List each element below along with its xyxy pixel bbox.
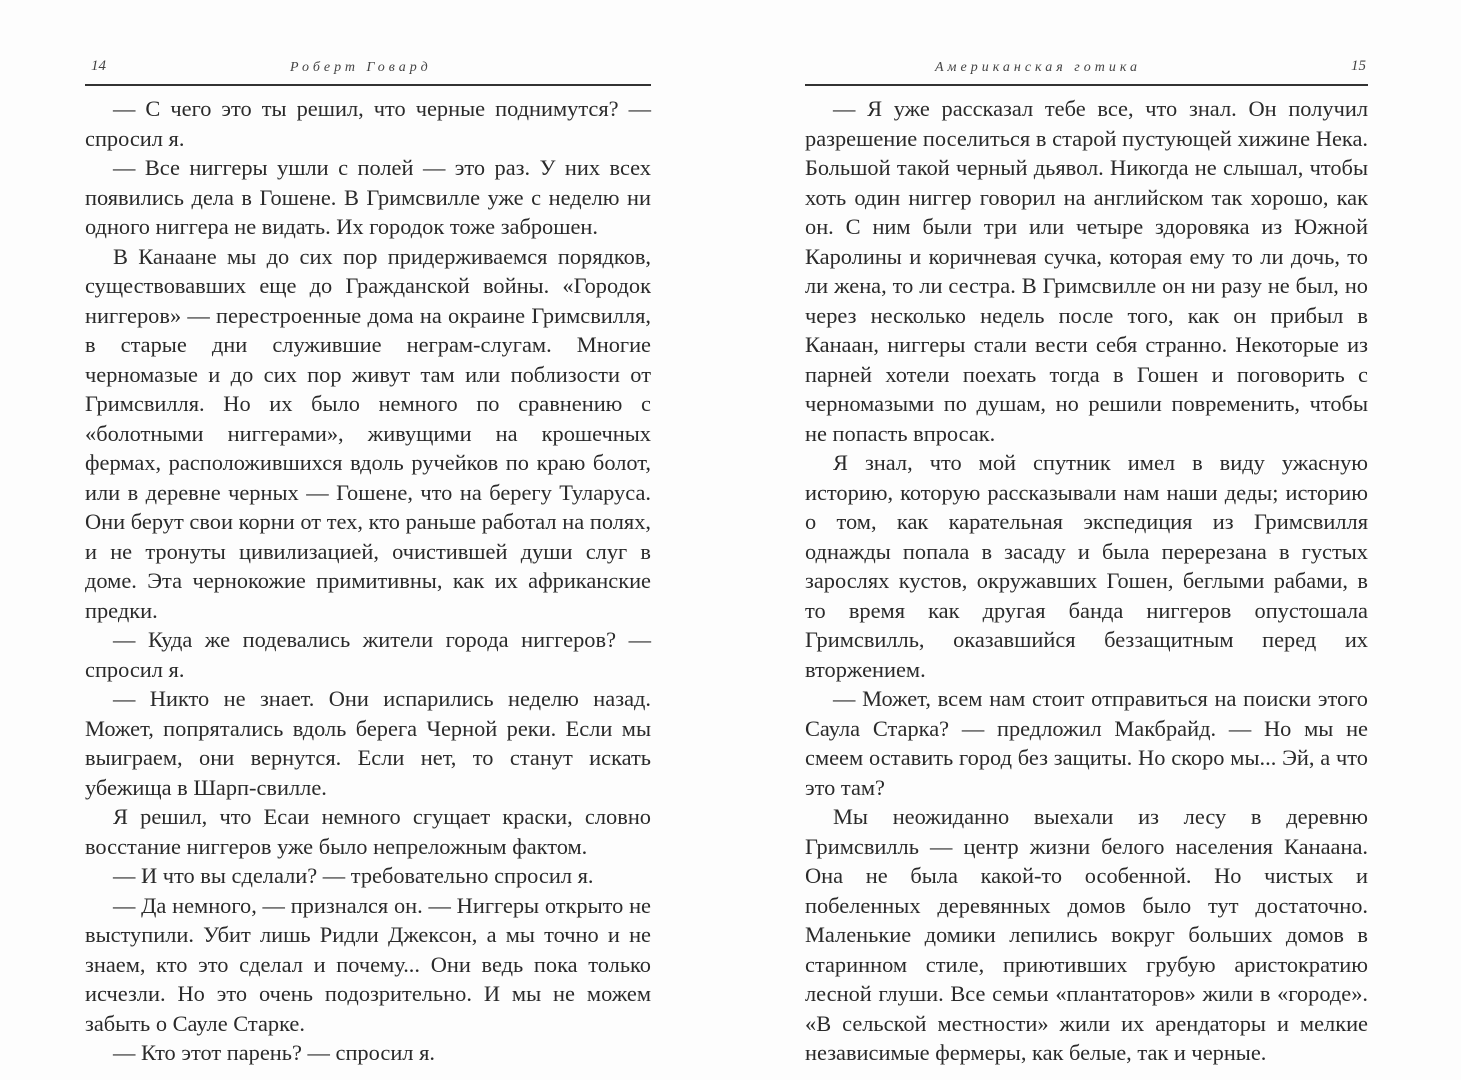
paragraph: В Канаане мы до сих пор придерживаемся порядков, существовавших еще до Гражданской войны. «Городок ниггеров» — перестроенные дома на окраине Гримсвилля, в старые дни служившие неграм-слугам. Многие черномазые и до сих пор живут там или поблизости от Гримсвилля. Но их было немного по сравнению с «болотными ниггерами», живущими на крошечных фермах, расположившихся вдоль ручейков по краю болот, или в деревне черных — Гошене, что на берегу Туларуса. Они берут свои корни от тех, кто раньше работал на полях, и не тронуты цивилизацией, очистившей души слуг в доме. Эта чернокожие примитивны, как их африканские предки.: [85, 243, 651, 623]
paragraph: — Никто не знает. Они испарились неделю назад. Может, попрятались вдоль берега Черной реки. Если мы выиграем, они вернутся. Если нет, то станут искать убежища в Шарп-свилле.: [85, 686, 651, 800]
body-text: [85, 94, 651, 1068]
paragraph: — Да немного, — признался он. — Ниггеры открыто не выступили. Убит лишь Ридли Джексон, а мы точно и не знаем, кто это сделал и почему... Они ведь пока только исчезли. Но это очень подозрительно. И мы не можем забыть о Сауле Старке.: [85, 892, 651, 1036]
running-head: [85, 56, 651, 80]
paragraph: — С чего это ты решил, что черные поднимутся? — спросил я.: [85, 96, 651, 151]
header-rule: [85, 84, 651, 86]
running-head-author: Роберт Говард: [290, 60, 432, 75]
running-head-title: Американская готика: [935, 60, 1142, 75]
page-number: 15: [1351, 58, 1366, 74]
paragraph: Я решил, что Есаи немного сгущает краски, словно восстание ниггеров уже было непреложным фактом.: [85, 804, 651, 859]
left-page: [85, 0, 651, 1080]
body-text: [805, 94, 1368, 1068]
right-page: [805, 0, 1368, 1080]
paragraph: — Я уже рассказал тебе все, что знал. Он получил разрешение поселиться в старой пустующей хижине Нека. Большой такой черный дьявол. Никогда не слышал, чтобы хоть один ниггер говорил на английском так хорошо, как он. С ним были три или четыре здоровяка из Южной Каролины и коричневая сучка, которая ему то ли дочь, то ли жена, то ли сестра. В Гримсвилле он ни разу не был, но через несколько недель после того, как он прибыл в Канаан, ниггеры стали вести себя странно. Некоторые из парней хотели поехать тогда в Гошен и поговорить с черномазыми по душам, но решили повременить, чтобы не попасть впросак.: [805, 96, 1368, 446]
page-number: 14: [91, 58, 106, 74]
paragraph: Мы неожиданно выехали из лесу в деревню Гримсвилль — центр жизни белого населения Канаана. Она не была какой-то особенной. Но чистых и побеленных деревянных домов было тут достаточно. Маленькие домики лепились вокруг больших домов в старинном стиле, приютивших грубую аристократию лесной глуши. Все семьи «плантаторов» жили в «городе». «В сельской местности» жили их арендаторы и мелкие независимые фермеры, как белые, так и черные.: [805, 804, 1368, 1065]
paragraph: Я знал, что мой спутник имел в виду ужасную историю, которую рассказывали нам наши деды; историю о том, как карательная экспедиция из Гримсвилля однажды попала в засаду и была перерезана в густых зарослях кустов, окружавших Гошен, беглыми рабами, в то время как другая банда ниггеров опустошала Гримсвилль, оказавшийся беззащитным перед их вторжением.: [805, 450, 1368, 682]
running-head: [805, 56, 1368, 80]
paragraph: — И что вы сделали? — требовательно спросил я.: [113, 863, 594, 888]
paragraph: — Кто этот парень? — спросил я.: [113, 1040, 435, 1065]
paragraph: — Все ниггеры ушли с полей — это раз. У них всех появились дела в Гошене. В Гримсвилле уже с неделю ни одного ниггера не видать. Их городок тоже заброшен.: [85, 155, 651, 239]
paragraph: — Может, всем нам стоит отправиться на поиски этого Саула Старка? — предложил Макбрайд. — Но мы не смеем оставить город без защиты. Но скоро мы... Эй, а что это там?: [805, 686, 1368, 800]
paragraph: — Куда же подевались жители города ниггеров? — спросил я.: [85, 627, 651, 682]
header-rule: [805, 84, 1368, 86]
